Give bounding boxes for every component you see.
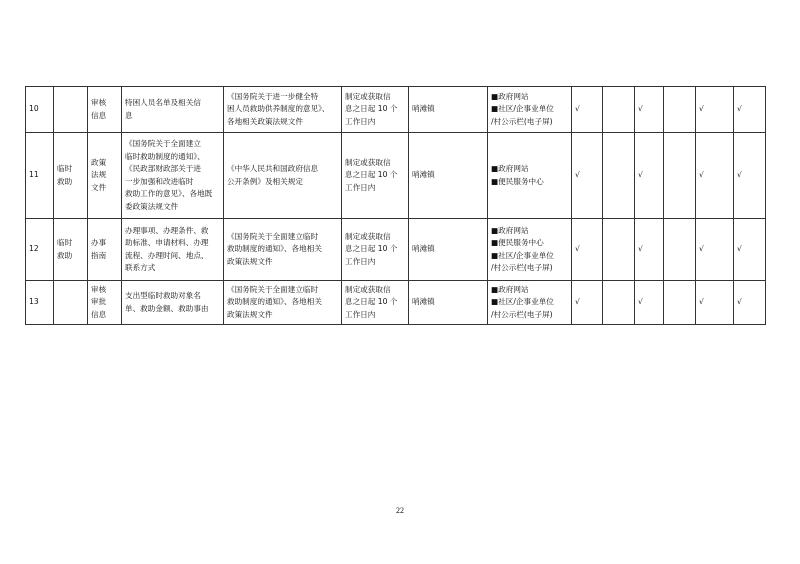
mark-cell: √ — [696, 87, 734, 133]
category-level-2: 审核 信息 — [88, 87, 122, 133]
category-level-1: 临时 救助 — [54, 219, 88, 281]
mark-cell — [664, 219, 696, 281]
disclosure-channels: ■政府网站 ■社区/企事业单位 /村公示栏(电子屏) — [488, 281, 572, 325]
disclosure-subject: 哨滩镇 — [409, 281, 488, 325]
mark-cell: √ — [635, 133, 664, 219]
table-row — [26, 219, 766, 281]
mark-cell: √ — [572, 281, 603, 325]
mark-cell: √ — [572, 133, 603, 219]
disclosure-time-limit: 制定或获取信 息之日起 10 个 工作日内 — [342, 281, 409, 325]
disclosure-subject: 哨滩镇 — [409, 87, 488, 133]
category-level-1: 临时 救助 — [54, 133, 88, 219]
disclosure-subject: 哨滩镇 — [409, 133, 488, 219]
disclosure-channels: ■政府网站 ■便民服务中心 — [488, 133, 572, 219]
mark-cell: √ — [734, 87, 766, 133]
disclosure-basis: 《国务院关于进一步健全特 困人员救助供养制度的意见》、 各地相关政策法规文件 — [224, 87, 342, 133]
mark-cell: √ — [635, 219, 664, 281]
mark-cell: √ — [696, 281, 734, 325]
disclosure-content: 办理事项、办理条件、救 助标准、申请材料、办理 流程、办理时间、地点、 联系方式 — [122, 219, 224, 281]
mark-cell: √ — [734, 219, 766, 281]
table-row — [26, 87, 766, 133]
row-number: 11 — [26, 133, 54, 219]
disclosure-subject: 哨滩镇 — [409, 219, 488, 281]
disclosure-basis: 《中华人民共和国政府信息 公开条例》及相关规定 — [224, 133, 342, 219]
category-level-2: 审核 审批 信息 — [88, 281, 122, 325]
category-level-1 — [54, 87, 88, 133]
mark-cell: √ — [734, 133, 766, 219]
category-level-2: 办事 指南 — [88, 219, 122, 281]
mark-cell — [664, 281, 696, 325]
mark-cell — [603, 87, 635, 133]
mark-cell — [603, 133, 635, 219]
disclosure-content: 特困人员名单及相关信 息 — [122, 87, 224, 133]
mark-cell: √ — [572, 87, 603, 133]
disclosure-content: 支出型临时救助对象名 单、救助金额、救助事由 — [122, 281, 224, 325]
mark-cell: √ — [635, 281, 664, 325]
mark-cell — [664, 133, 696, 219]
mark-cell — [664, 87, 696, 133]
table-row — [26, 281, 766, 325]
mark-cell — [603, 219, 635, 281]
disclosure-basis: 《国务院关于全面建立临时 救助制度的通知》、各地相关 政策法规文件 — [224, 219, 342, 281]
disclosure-time-limit: 制定或获取信 息之日起 10 个 工作日内 — [342, 133, 409, 219]
mark-cell — [603, 281, 635, 325]
mark-cell: √ — [696, 133, 734, 219]
mark-cell: √ — [734, 281, 766, 325]
category-level-1 — [54, 281, 88, 325]
disclosure-channels: ■政府网站 ■便民服务中心 ■社区/企事业单位 /村公示栏(电子屏) — [488, 219, 572, 281]
disclosure-time-limit: 制定或获取信 息之日起 10 个 工作日内 — [342, 87, 409, 133]
row-number: 13 — [26, 281, 54, 325]
row-number: 10 — [26, 87, 54, 133]
category-level-2: 政策 法规 文件 — [88, 133, 122, 219]
mark-cell: √ — [696, 219, 734, 281]
row-number: 12 — [26, 219, 54, 281]
disclosure-channels: ■政府网站 ■社区/企事业单位 /村公示栏(电子屏) — [488, 87, 572, 133]
mark-cell: √ — [572, 219, 603, 281]
disclosure-basis: 《国务院关于全面建立临时 救助制度的通知》、各地相关 政策法规文件 — [224, 281, 342, 325]
disclosure-time-limit: 制定或获取信 息之日起 10 个 工作日内 — [342, 219, 409, 281]
mark-cell: √ — [635, 87, 664, 133]
disclosure-content: 《国务院关于全面建立 临时救助制度的通知》、 《民政部财政部关于进 一步加强和改进临时 救助工作的意见》、各地既 委政策法规文件 — [122, 133, 224, 219]
disclosure-table — [25, 86, 766, 325]
page-number: 22 — [396, 506, 404, 515]
table-row — [26, 133, 766, 219]
